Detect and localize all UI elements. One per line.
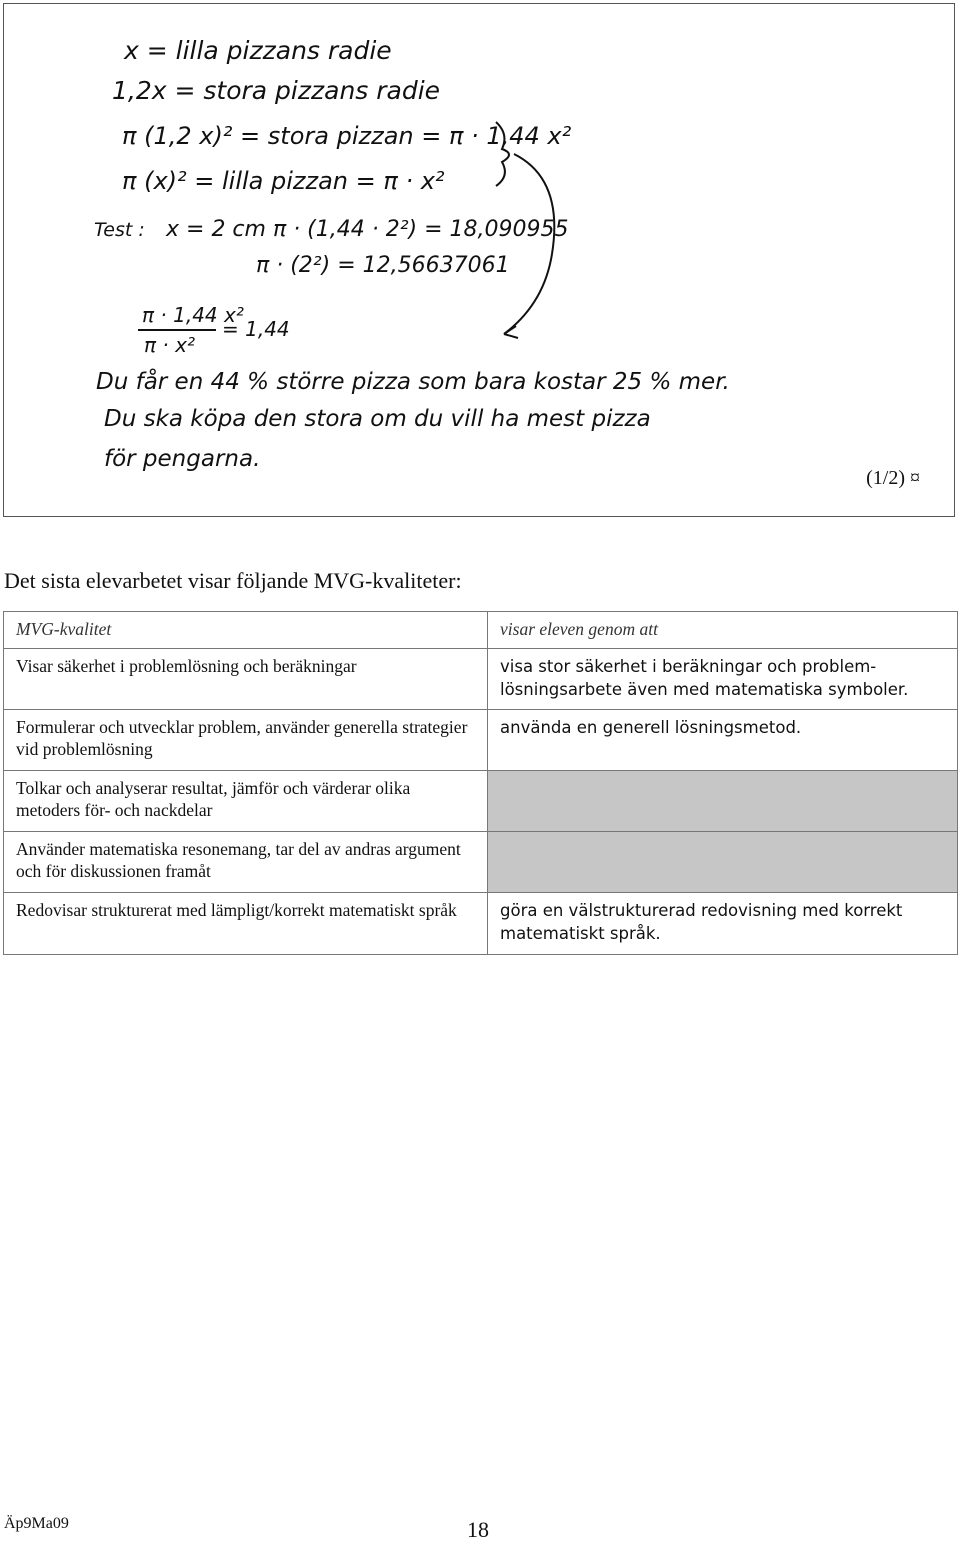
quality-cell: Visar säkerhet i problemlösning och beräkningar <box>4 649 488 710</box>
evidence-cell: visa stor säkerhet i beräkningar och problem- lösningsarbete även med matematiska symboler. <box>488 649 958 710</box>
hw-fraction-denominator: π · x² <box>144 333 195 357</box>
table-row <box>4 710 958 771</box>
hw-arrow <box>504 154 554 334</box>
hw-fraction-result: = 1,44 <box>222 317 290 341</box>
hw-conclusion-line3: för pengarna. <box>104 446 261 472</box>
table-row <box>4 771 958 832</box>
column-header-quality: MVG-kvalitet <box>4 612 488 649</box>
table-row <box>4 649 958 710</box>
evidence-cell: göra en välstrukturerad redovisning med korrekt matematiskt språk. <box>488 893 958 955</box>
quality-cell: Formulerar och utvecklar problem, använder generella strategier vid problemlösning <box>4 710 488 771</box>
hw-conclusion-line2: Du ska köpa den stora om du vill ha mest pizza <box>104 406 651 432</box>
hw-line-large-area: π (1,2 x)² = stora pizzan = π · 1,44 x² <box>122 122 572 150</box>
quality-cell: Använder matematiska resonemang, tar del av andras argument och för diskussionen framåt <box>4 832 488 893</box>
hw-line-small-area: π (x)² = lilla pizzan = π · x² <box>122 167 445 195</box>
section-intro: Det sista elevarbetet visar följande MVG-kvaliteter: <box>4 568 462 593</box>
handwritten-solution-scan <box>3 3 955 517</box>
evidence-cell: använda en generell lösningsmetod. <box>488 710 958 771</box>
footer-page-number: 18 <box>467 1517 489 1542</box>
hw-test-label: Test : <box>94 219 145 241</box>
footer-document-code: Äp9Ma09 <box>4 1515 69 1532</box>
table-row <box>4 893 958 955</box>
column-header-evidence: visar eleven genom att <box>488 612 958 649</box>
hw-line-small-radius: x = lilla pizzans radie <box>124 36 392 65</box>
table-row <box>4 832 958 893</box>
hw-line-large-radius: 1,2x = stora pizzans radie <box>112 76 441 105</box>
quality-cell: Tolkar och analyserar resultat, jämför och värderar olika metoders för- och nackdelar <box>4 771 488 832</box>
hw-fraction-numerator: π · 1,44 x² <box>142 303 244 327</box>
handwritten-solution <box>4 4 956 518</box>
evidence-cell-shaded <box>488 771 958 832</box>
table-header-row <box>4 612 958 649</box>
quality-cell: Redovisar strukturerat med lämpligt/korrekt matematiskt språk <box>4 893 488 955</box>
hw-conclusion-line1: Du får en 44 % större pizza som bara kostar 25 % mer. <box>96 369 730 395</box>
mvg-quality-table <box>3 611 958 955</box>
evidence-cell-shaded <box>488 832 958 893</box>
hw-test-line-small: π · (2²) = 12,56637061 <box>256 253 510 278</box>
hw-test-line-large: x = 2 cm π · (1,44 · 2²) = 18,090955 <box>166 217 569 242</box>
scan-page-counter: (1/2) ¤ <box>866 467 920 489</box>
